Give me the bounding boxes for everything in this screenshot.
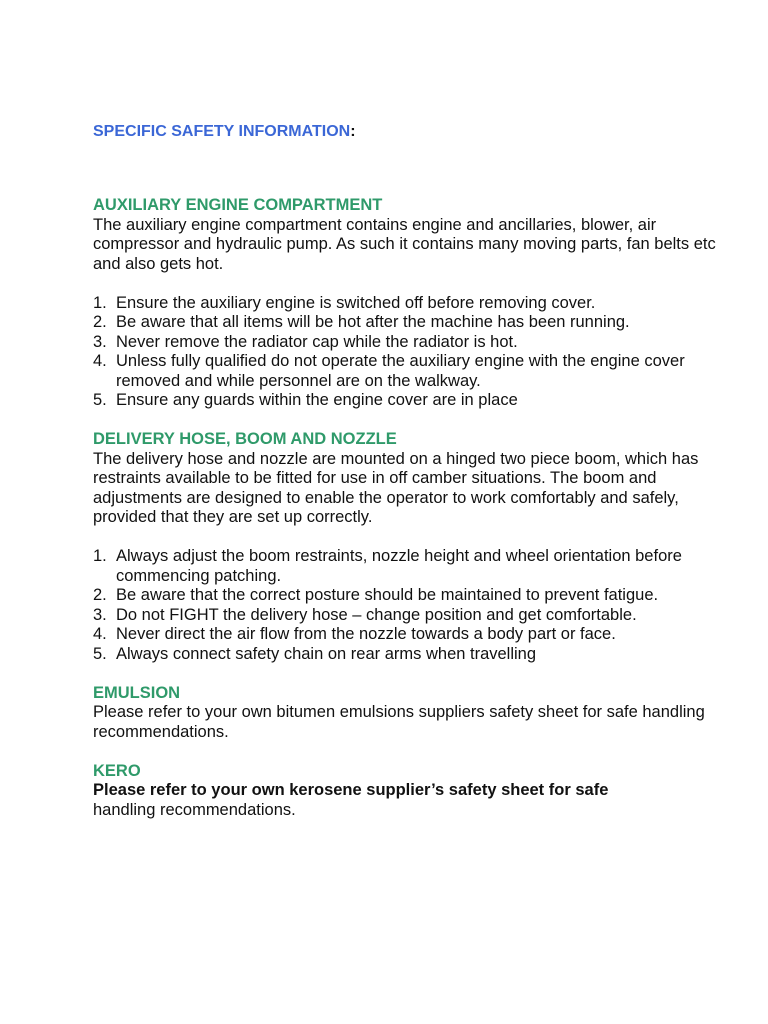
list-item bbox=[93, 586, 733, 606]
list-auxiliary-engine bbox=[93, 294, 733, 411]
list-item-text: Never remove the radiator cap while the radiator is hot. bbox=[116, 332, 518, 351]
list-item-text: Always connect safety chain on rear arms when travelling bbox=[116, 644, 537, 663]
list-delivery-hose bbox=[93, 547, 733, 664]
list-item-text: Be aware that all items will be hot after the machine has been running. bbox=[116, 313, 630, 331]
document-page bbox=[93, 122, 733, 820]
section-text-kero-bold: Please refer to your own kerosene supplier’s safety sheet for safe bbox=[93, 781, 609, 799]
list-item-text: Always adjust the boom restraints, nozzle height and wheel orientation before commencing patching. bbox=[116, 547, 682, 585]
list-item bbox=[93, 333, 733, 353]
page-title-text: SPECIFIC SAFETY INFORMATION bbox=[93, 123, 351, 140]
page-title-colon: : bbox=[350, 123, 356, 140]
list-item-number: 3. bbox=[93, 605, 107, 624]
list-item-text: Unless fully qualified do not operate the auxiliary engine with the engine cover removed and while personnel are on the walkway. bbox=[116, 352, 685, 390]
section-heading-emulsion: EMULSION bbox=[93, 683, 181, 702]
section-heading-auxiliary-engine: AUXILIARY ENGINE COMPARTMENT bbox=[93, 196, 383, 214]
page-title bbox=[93, 122, 733, 142]
list-item bbox=[93, 606, 733, 626]
list-item bbox=[93, 352, 733, 391]
list-item-text: Ensure any guards within the engine cover are in place bbox=[116, 391, 518, 409]
list-item bbox=[93, 645, 733, 665]
list-item-text: Ensure the auxiliary engine is switched off before removing cover. bbox=[116, 293, 596, 312]
section-intro-auxiliary-engine: The auxiliary engine compartment contains engine and ancillaries, blower, air compressor and hydraulic pump. As such it contains many moving parts, fan belts etc and also gets hot. bbox=[93, 215, 716, 273]
list-item-number: 2. bbox=[93, 313, 107, 331]
section-heading-delivery-hose: DELIVERY HOSE, BOOM AND NOZZLE bbox=[93, 430, 397, 448]
section-heading-kero: KERO bbox=[93, 761, 141, 780]
list-item bbox=[93, 391, 733, 411]
list-item-number: 5. bbox=[93, 391, 107, 409]
section-text-kero: handling recommendations. bbox=[93, 800, 296, 819]
list-item-number: 4. bbox=[93, 352, 107, 370]
section-auxiliary-engine bbox=[93, 196, 733, 411]
section-kero bbox=[93, 762, 733, 821]
list-item-number: 3. bbox=[93, 332, 107, 351]
section-emulsion bbox=[93, 684, 733, 743]
list-item-number: 4. bbox=[93, 625, 107, 643]
list-item-number: 1. bbox=[93, 547, 107, 565]
section-text-emulsion: Please refer to your own bitumen emulsions suppliers safety sheet for safe handling recommendations. bbox=[93, 703, 705, 741]
list-item bbox=[93, 547, 733, 586]
section-intro-delivery-hose: The delivery hose and nozzle are mounted on a hinged two piece boom, which has restraints available to be fitted for use in off camber situations. The boom and adjustments are designed to enable the operator to work comfortably and safely, provided that they are set up correctly. bbox=[93, 449, 699, 526]
list-item-text: Never direct the air flow from the nozzle towards a body part or face. bbox=[116, 625, 616, 643]
list-item-text: Be aware that the correct posture should be maintained to prevent fatigue. bbox=[116, 586, 659, 604]
list-item bbox=[93, 294, 733, 314]
list-item bbox=[93, 625, 733, 645]
list-item-number: 2. bbox=[93, 586, 107, 604]
section-delivery-hose bbox=[93, 430, 733, 664]
list-item bbox=[93, 313, 733, 333]
list-item-number: 5. bbox=[93, 644, 107, 663]
list-item-text: Do not FIGHT the delivery hose – change position and get comfortable. bbox=[116, 605, 637, 624]
list-item-number: 1. bbox=[93, 293, 107, 312]
